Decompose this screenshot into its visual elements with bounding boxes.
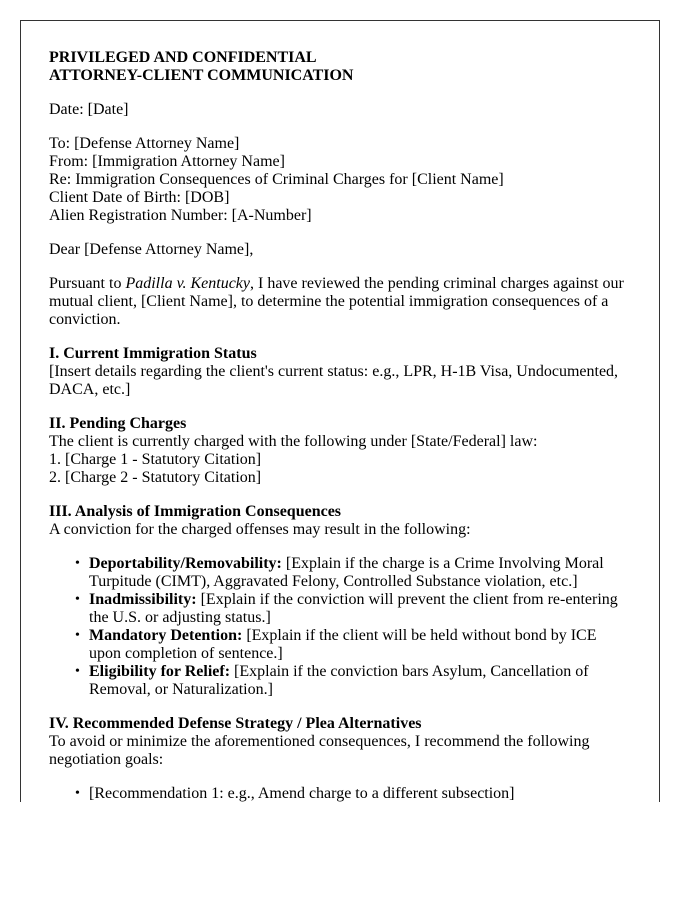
section-pending-charges	[49, 415, 631, 487]
bullet-icon: •	[75, 786, 80, 801]
confidentiality-header	[49, 49, 631, 85]
item-label: Mandatory Detention:	[89, 627, 243, 644]
section-title: III. Analysis of Immigration Consequences	[49, 503, 342, 520]
header-line-communication: ATTORNEY-CLIENT COMMUNICATION	[49, 67, 354, 84]
list-item	[75, 663, 631, 699]
section-title: I. Current Immigration Status	[49, 345, 257, 362]
item-label: Deportability/Removability:	[89, 555, 282, 572]
date-line: Date: [Date]	[49, 101, 129, 118]
memo-dob: Client Date of Birth: [DOB]	[49, 189, 230, 206]
salutation: Dear [Defense Attorney Name],	[49, 241, 254, 258]
memo-re: Re: Immigration Consequences of Criminal Charges for [Client Name]	[49, 171, 504, 188]
section-analysis	[49, 503, 631, 699]
document-page	[20, 20, 660, 802]
bullet-icon: •	[75, 628, 80, 643]
list-item	[75, 785, 631, 802]
recommendation-list	[49, 785, 631, 802]
document-body	[21, 21, 659, 802]
list-item	[75, 627, 631, 663]
item-text: [Explain if the conviction bars Asylum, Cancellation of Removal, or Naturalization.]	[89, 663, 589, 698]
section-defense-strategy	[49, 715, 631, 802]
bullet-icon: •	[75, 592, 80, 607]
item-text: [Explain if the charge is a Crime Involving Moral Turpitude (CIMT), Aggravated Felony, Controlled Substance violation, etc.]	[89, 555, 604, 590]
section-body: To avoid or minimize the aforementioned consequences, I recommend the following negotiation goals:	[49, 733, 590, 768]
bullet-icon: •	[75, 664, 80, 679]
header-line-privileged: PRIVILEGED AND CONFIDENTIAL	[49, 49, 317, 66]
section-title: IV. Recommended Defense Strategy / Plea Alternatives	[49, 715, 422, 732]
consequence-list	[49, 555, 631, 699]
memo-a-number: Alien Registration Number: [A-Number]	[49, 207, 312, 224]
item-label: Eligibility for Relief:	[89, 663, 231, 680]
section-title: II. Pending Charges	[49, 415, 187, 432]
section-body: The client is currently charged with the following under [State/Federal] law:	[49, 433, 538, 450]
item-text: [Explain if the client will be held without bond by ICE upon completion of sentence.]	[89, 627, 597, 662]
item-label: Inadmissibility:	[89, 591, 197, 608]
memo-fields	[49, 135, 631, 225]
list-item	[75, 591, 631, 627]
section-immigration-status	[49, 345, 631, 399]
section-body: A conviction for the charged offenses may result in the following:	[49, 521, 471, 538]
bullet-icon: •	[75, 556, 80, 571]
list-item	[75, 555, 631, 591]
intro-suffix: , I have reviewed the pending criminal charges against our mutual client, [Client Name], to determine the potential immigration consequences of a conviction.	[49, 275, 624, 328]
item-text: [Recommendation 1: e.g., Amend charge to a different subsection]	[89, 785, 515, 802]
memo-to: To: [Defense Attorney Name]	[49, 135, 240, 152]
item-text: [Explain if the conviction will prevent the client from re-entering the U.S. or adjusting status.]	[89, 591, 618, 626]
intro-prefix: Pursuant to	[49, 275, 126, 292]
section-body: [Insert details regarding the client's current status: e.g., LPR, H-1B Visa, Undocumented, DACA, etc.]	[49, 363, 619, 398]
case-citation: Padilla v. Kentucky	[125, 275, 250, 292]
charge-item: 1. [Charge 1 - Statutory Citation]	[49, 451, 262, 468]
charge-item: 2. [Charge 2 - Statutory Citation]	[49, 469, 262, 486]
memo-from: From: [Immigration Attorney Name]	[49, 153, 285, 170]
intro-paragraph	[49, 275, 631, 329]
